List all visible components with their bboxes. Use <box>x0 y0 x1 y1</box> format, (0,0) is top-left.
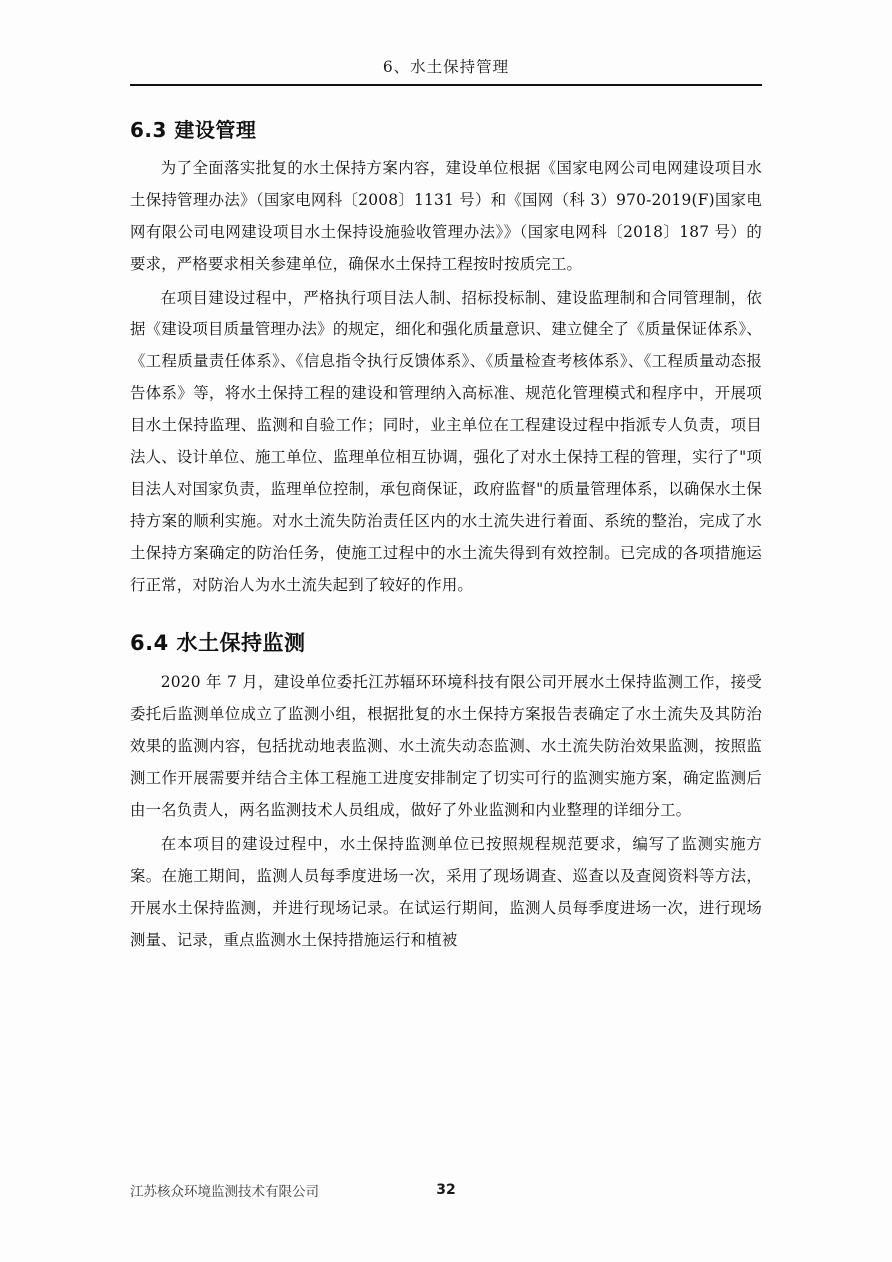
footer-company: 江苏核众环境监测技术有限公司 <box>130 1184 319 1200</box>
paragraph: 2020 年 7 月，建设单位委托江苏辐环环境科技有限公司开展水土保持监测工作，接受委托后监测单位成立了监测小组，根据批复的水土保持方案报告表确定了水土流失及其防治效果的监测内容，包括扰动地表监测、水土流失动态监测、水土流失防治效果监测，按照监测工作开展需要并结合主体工程施工进度安排制定了切实可行的监测实施方案，确定监测后由一名负责人，两名监测技术人员组成，做好了外业监测和内业整理的详细分工。 <box>130 673 762 820</box>
header-divider <box>130 84 762 86</box>
paragraph: 在本项目的建设过程中，水土保持监测单位已按照规程规范要求，编写了监测实施方案。在施工期间，监测人员每季度进场一次，采用了现场调查、巡查以及查阅资料等方法，开展水土保持监测，并进行现场记录。在试运行期间，监测人员每季度进场一次，进行现场测量、记录，重点监测水土保持措施运行和植被 <box>130 834 762 949</box>
page-footer <box>130 1180 762 1200</box>
page-number: 32 <box>436 1182 456 1198</box>
section-heading-6-4: 6.4 水土保持监测 <box>130 631 306 656</box>
paragraph: 为了全面落实批复的水土保持方案内容，建设单位根据《国家电网公司电网建设项目水土保持管理办法》（国家电网科〔2008〕1131 号）和《国网（科 3）970-2019(F)国家电网有限公司电网建设项目水土保持设施验收管理办法》》（国家电网科〔2018〕187 号）的要求，严格要求相关参建单位，确保水土保持工程按时按质完工。 <box>130 159 762 273</box>
page-content <box>130 55 762 958</box>
section-heading-6-3: 6.3 建设管理 <box>130 118 257 142</box>
running-header: 6、水土保持管理 <box>382 58 510 76</box>
paragraph: 在项目建设过程中，严格执行项目法人制、招标投标制、建设监理制和合同管理制，依据《建设项目质量管理办法》的规定，细化和强化质量意识、建立健全了《质量保证体系》、《工程质量责任体系》、《信息指令执行反馈体系》、《质量检查考核体系》、《工程质量动态报告体系》等，将水土保持工程的建设和管理纳入高标准、规范化管理模式和程序中，开展项目水土保持监理、监测和自验工作；同时，业主单位在工程建设过程中指派专人负责，项目法人、设计单位、施工单位、监理单位相互协调，强化了对水土保持工程的管理，实行了"项目法人对国家负责，监理单位控制，承包商保证，政府监督"的质量管理体系，以确保水土保持方案的顺利实施。对水土流失防治责任区内的水土流失进行着面、系统的整治，完成了水土保持方案确定的防治任务，使施工过程中的水土流失得到有效控制。已完成的各项措施运行正常，对防治人为水土流失起到了较好的作用。 <box>130 288 762 594</box>
